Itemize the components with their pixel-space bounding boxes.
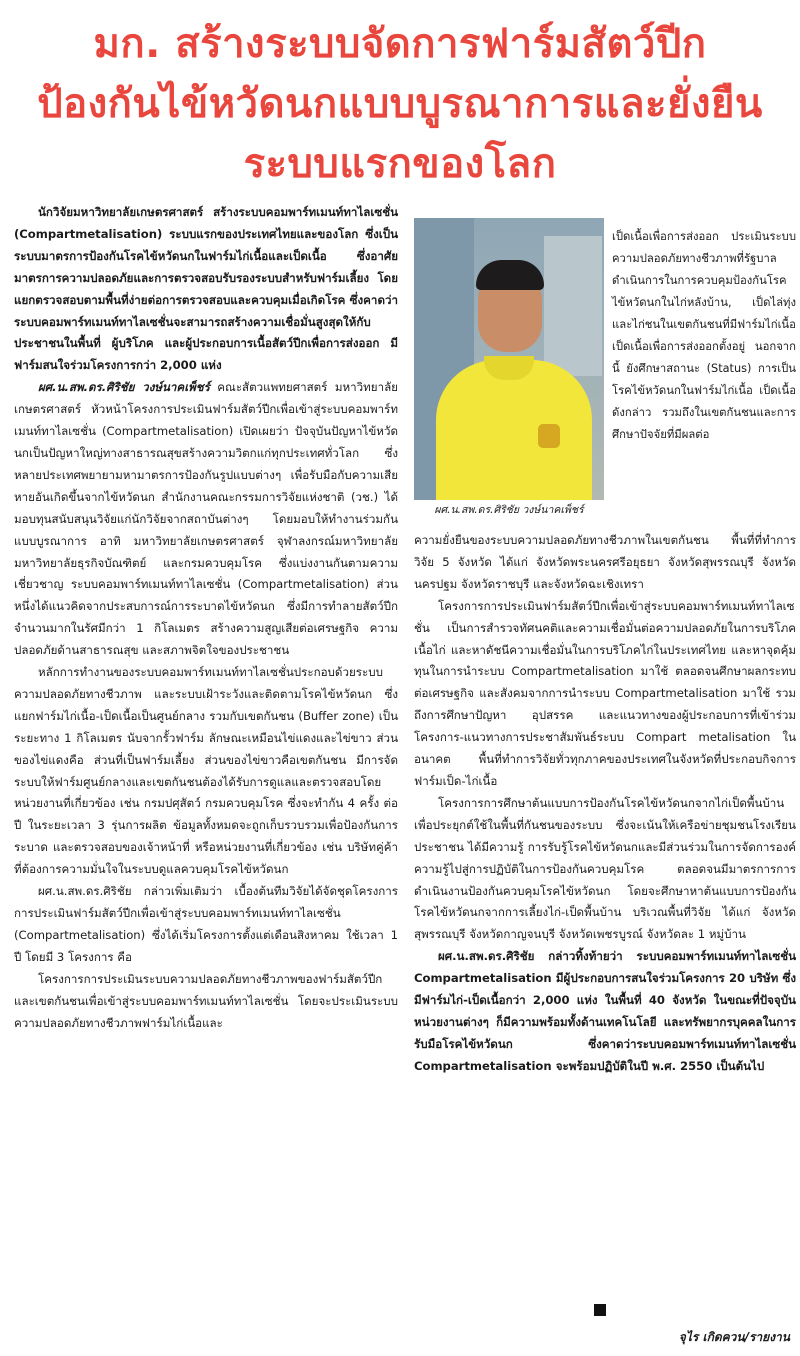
article-left-column — [14, 202, 398, 1034]
lead-paragraph: นักวิจัยมหาวิทยาลัยเกษตรศาสตร์ สร้างระบบคอมพาร์ทเมนท์ทาไลเซชั่น (Compartmetalisation) ระบบแรกของประเทศไทยและของโลก ซึ่งเป็นระบบมาตรการป้องกันโรคไข้หวัดนกในฟาร์มไก่เนื้อและเป็ดเนื้อ ซึ่งอาศัยมาตรการความปลอดภัยและการตรวจสอบรับรองระบบสำหรับฟาร์มเลี้ยง โดยแยกตรวจสอบตามพื้นที่ง่ายต่อการตรวจสอบและควบคุมเมื่อเกิดโรค ซึ่งคาดว่าระบบคอมพาร์ทเมนท์ทาไลเซชั่นจะสามารถสร้างความเชื่อมั่นสูงสุดให้กับประชาชนในพื้นที่ ผู้บริโภค และผู้ประกอบการเนื้อสัตว์ปีกเพื่อการส่งออก มีฟาร์มสนใจร่วมโครงการกว่า 2,000 แห่ง — [14, 205, 398, 373]
paragraph-5: โครงการการประเมินระบบความปลอดภัยทางชีวภาพของฟาร์มสัตว์ปีกและเขตกันชนเพื่อเข้าสู่ระบบคอมพาร์ทเมนท์ทาไลเซชั่น โดยจะประเมินระบบความปลอดภัยทางชีวภาพฟาร์มไก่เนื้อและ — [14, 971, 398, 1030]
paragraph-2 — [14, 377, 398, 662]
end-of-article-icon — [594, 1304, 606, 1316]
headline-line-1: มก. สร้างระบบจัดการฟาร์มสัตว์ปีก — [93, 21, 707, 67]
photo-background-board — [544, 236, 602, 376]
article-right-column — [414, 530, 796, 1078]
photo-caption: ผศ.น.สพ.ดร.ศิริชัย วงษ์นาคเพ็ชร์ — [414, 500, 604, 520]
shirt-emblem-icon — [538, 424, 560, 448]
photo-yellow-shirt — [436, 360, 592, 500]
paragraph-4: ผศ.น.สพ.ดร.ศิริชัย กล่าวเพิ่มเติมว่า เบื้องต้นทีมวิจัยได้จัดชุดโครงการการประเมินฟาร์มสัตว์ปีกเพื่อเข้าสู่ระบบคอมพาร์ทเมนท์ทาไลเซชั่น (Compartmetalisation) ซึ่งได้เริ่มโครงการตั้งแต่เดือนสิงหาคม ใช้เวลา 1 ปี โดยมี 3 โครงการ คือ — [14, 884, 398, 964]
headline-line-3: ระบบแรกของโลก — [243, 141, 557, 187]
headline-line-2: ป้องกันไข้หวัดนกแบบบูรณาการและยั่งยืน — [37, 81, 763, 127]
right-continuation: ความยั่งยืนของระบบความปลอดภัยทางชีวภาพในเขตกันชน พื้นที่ที่ทำการวิจัย 5 จังหวัด ได้แก่ จังหวัดพระนครศรีอยุธยา จังหวัดสุพรรณบุรี จังหวัดนครปฐม จังหวัดราชบุรี และจังหวัดฉะเชิงเทรา — [414, 533, 796, 591]
headline — [0, 14, 800, 194]
researcher-name: ผศ.น.สพ.ดร.ศิริชัย วงษ์นาคเพ็ชร์ — [38, 380, 210, 395]
researcher-photo — [414, 218, 604, 500]
paragraph-2-text: คณะสัตวแพทยศาสตร์ มหาวิทยาลัยเกษตรศาสตร์ หัวหน้าโครงการประเมินฟาร์มสัตว์ปีกเพื่อเข้าสู่ระบบคอมพาร์ทเมนท์ทาไลเซชั่น (Compartmetalisation) เปิดเผยว่า ปัจจุบันปัญหาไข้หวัดนกเป็นปัญหาใหญ่ทางสาธารณสุขสร้างความวิตกแก่ทุกประเทศทั่วโลก ซึ่งหลายประเทศพยายามหามาตรการป้องกันรูปแบบต่างๆ เพื่อรับมือกับความเสียหายอันเกิดขึ้นจากไข้หวัดนก สำนักงานคณะกรรมการวิจัยแห่งชาติ (วช.) ได้มอบทุนสนับสนุนวิจัยแก่นักวิจัยจากสถาบันต่างๆ โดยมอบให้ทำงานร่วมกันแบบบูรณาการ อาทิ มหาวิทยาลัยเกษตรศาสตร์ จุฬาลงกรณ์มหาวิทยาลัย มหาวิทยาลัยธุรกิจบัณฑิตย์ และกรมควบคุมโรค ซึ่งแบ่งงานกันตามความเชี่ยวชาญ ระบบคอมพาร์ทเมนท์ทาไลเซชั่น (Compartmetalisation) ส่วนหนึ่งได้แนวคิดจากประสบการณ์การระบาดไข้หวัดนก ซึ่งมีการทำลายสัตว์ปีกจำนวนมากในรัศมีกว่า 1 กิโลเมตร สร้างความสูญเสียต่อเศรษฐกิจ ความปลอดภัยด้านสาธารณสุข และสภาพจิตใจของประชาชน — [14, 380, 398, 658]
reporter-byline: จุไร เกิดควน/รายงาน — [678, 1330, 790, 1344]
article-right-top-column — [612, 226, 796, 446]
paragraph-3: หลักการทำงานของระบบคอมพาร์ทเมนท์ทาไลเซชั่นประกอบด้วยระบบความปลอดภัยทางชีวภาพ และระบบเฝ้าระวังและติดตามโรคไข้หวัดนก ซึ่งแยกฟาร์มไก่เนื้อ-เป็ดเนื้อเป็นศูนย์กลาง รวมกับเขตกันชน (Buffer zone) เป็นระยะทาง 1 กิโลเมตร นับจากรั้วฟาร์ม ลักษณะเหมือนไข่แดงและไข่ขาว ส่วนของไข่แดงคือ ส่วนที่เป็นฟาร์มเลี้ยง ส่วนของไข่ขาวคือเขตกันชน มีการจัดระบบให้ฟาร์มศูนย์กลางและเขตกันชนต้องได้รับการดูแลและตรวจสอบโดยหน่วยงานที่เกี่ยวข้อง เช่น กรมปศุสัตว์ กรมควบคุมโรค ซึ่งจะทำกัน 4 ครั้ง ต่อปี ในระยะเวลา 3 รุ่นการผลิต ข้อมูลทั้งหมดจะถูกเก็บรวบรวมเพื่อป้องกันการระบาด และตรวจสอบของเจ้าหน้าที่ หรือหน่วยงานที่เกี่ยวข้อง เช่น บริษัทคู่ค้าที่ต้องการความมั่นใจในระบบดูแลควบคุมโรคไข้หวัดนก — [14, 665, 398, 877]
right-paragraph-3: โครงการการศึกษาต้นแบบการป้องกันโรคไข้หวัดนกจากไก่เป็ดพื้นบ้านเพื่อประยุกต์ใช้ในพื้นที่กันชนของระบบ ซึ่งจะเน้นให้เครือข่ายชุมชนโรงเรียน ประชาชน ได้มีความรู้ การรับรู้โรคไข้หวัดนกและมีส่วนร่วมในการจัดการองค์ความรู้ไปสู่การปฏิบัติในการป้องกันควบคุมโรค ตลอดจนมีมาตรการการดำเนินงานป้องกันควบคุมโรคไข้หวัดนก โดยจะศึกษาหาต้นแบบการป้องกันโรคไข้หวัดนกจากการเลี้ยงไก่-เป็ดพื้นบ้าน บริเวณพื้นที่วิจัย ได้แก่ จังหวัดสุพรรณบุรี จังหวัดกาญจนบุรี จังหวัดเพชรบูรณ์ จังหวัดละ 1 หมู่บ้าน — [414, 795, 796, 942]
right-paragraph-4: ผศ.น.สพ.ดร.ศิริชัย กล่าวทิ้งท้ายว่า ระบบคอมพาร์ทเมนท์ทาไลเซชั่น Compartmetalisation มีผู้ประกอบการสนใจร่วมโครงการ 20 บริษัท ซึ่งมีฟาร์มไก่-เป็ดเนื้อกว่า 2,000 แห่ง ในพื้นที่ 40 จังหวัด ในขณะที่ปัจจุบันหน่วยงานต่างๆ ก็มีความพร้อมทั้งด้านเทคโนโลยี และทรัพยากรบุคคลในการรับมือโรคไข้หวัดนก ซึ่งคาดว่าระบบคอมพาร์ทเมนท์ทาไลเซชั่น Compartmetalisation จะพร้อมปฏิบัติในปี พ.ศ. 2550 เป็นต้นไป — [414, 949, 796, 1073]
photo-hair — [476, 260, 544, 290]
right-paragraph-2: โครงการการประเมินฟาร์มสัตว์ปีกเพื่อเข้าสู่ระบบคอมพาร์ทเมนท์ทาไลเซชั่น เป็นการสำรวจทัศนคติและความเชื่อมั่นต่อความปลอดภัยในการบริโภคเนื้อไก่ และหาดัชนีความเชื่อมั่นในการบริโภคไก่ในประเทศไทย และหาจุดคุ้มทุนในการนำระบบ Compartmetalisation มาใช้ ตลอดจนศึกษาผลกระทบต่อเศรษฐกิจ และสังคมจากการนำระบบ Compartmetalisation มาใช้ รวมถึงการศึกษาปัญหา อุปสรรค และแนวทางของผู้ประกอบการที่เข้าร่วมโครงการ-แนวทางการประชาสัมพันธ์ระบบ Compart metalisation ในอนาคต พื้นที่ทำการวิจัยทั่วทุกภาคของประเทศในจังหวัดที่ประกอบกิจการฟาร์มเป็ด-ไก่เนื้อ — [414, 598, 796, 788]
right-top-paragraph: เป็ดเนื้อเพื่อการส่งออก ประเมินระบบความปลอดภัยทางชีวภาพที่รัฐบาลดำเนินการในการควบคุมป้องกันโรคไข้หวัดนกในไก่หลังบ้าน, เป็ดไล่ทุ่งและไก่ชนในเขตกันชนที่มีฟาร์มไก่เนื้อเป็ดเนื้อเพื่อการส่งออกตั้งอยู่ นอกจากนี้ ยังศึกษาสถานะ (Status) การเป็นโรคไข้หวัดนกในฟาร์มไก่เนื้อ เป็ดเนื้อดังกล่าว รวมถึงในเขตกันชนและการศึกษาปัจจัยที่มีผลต่อ — [612, 230, 796, 441]
